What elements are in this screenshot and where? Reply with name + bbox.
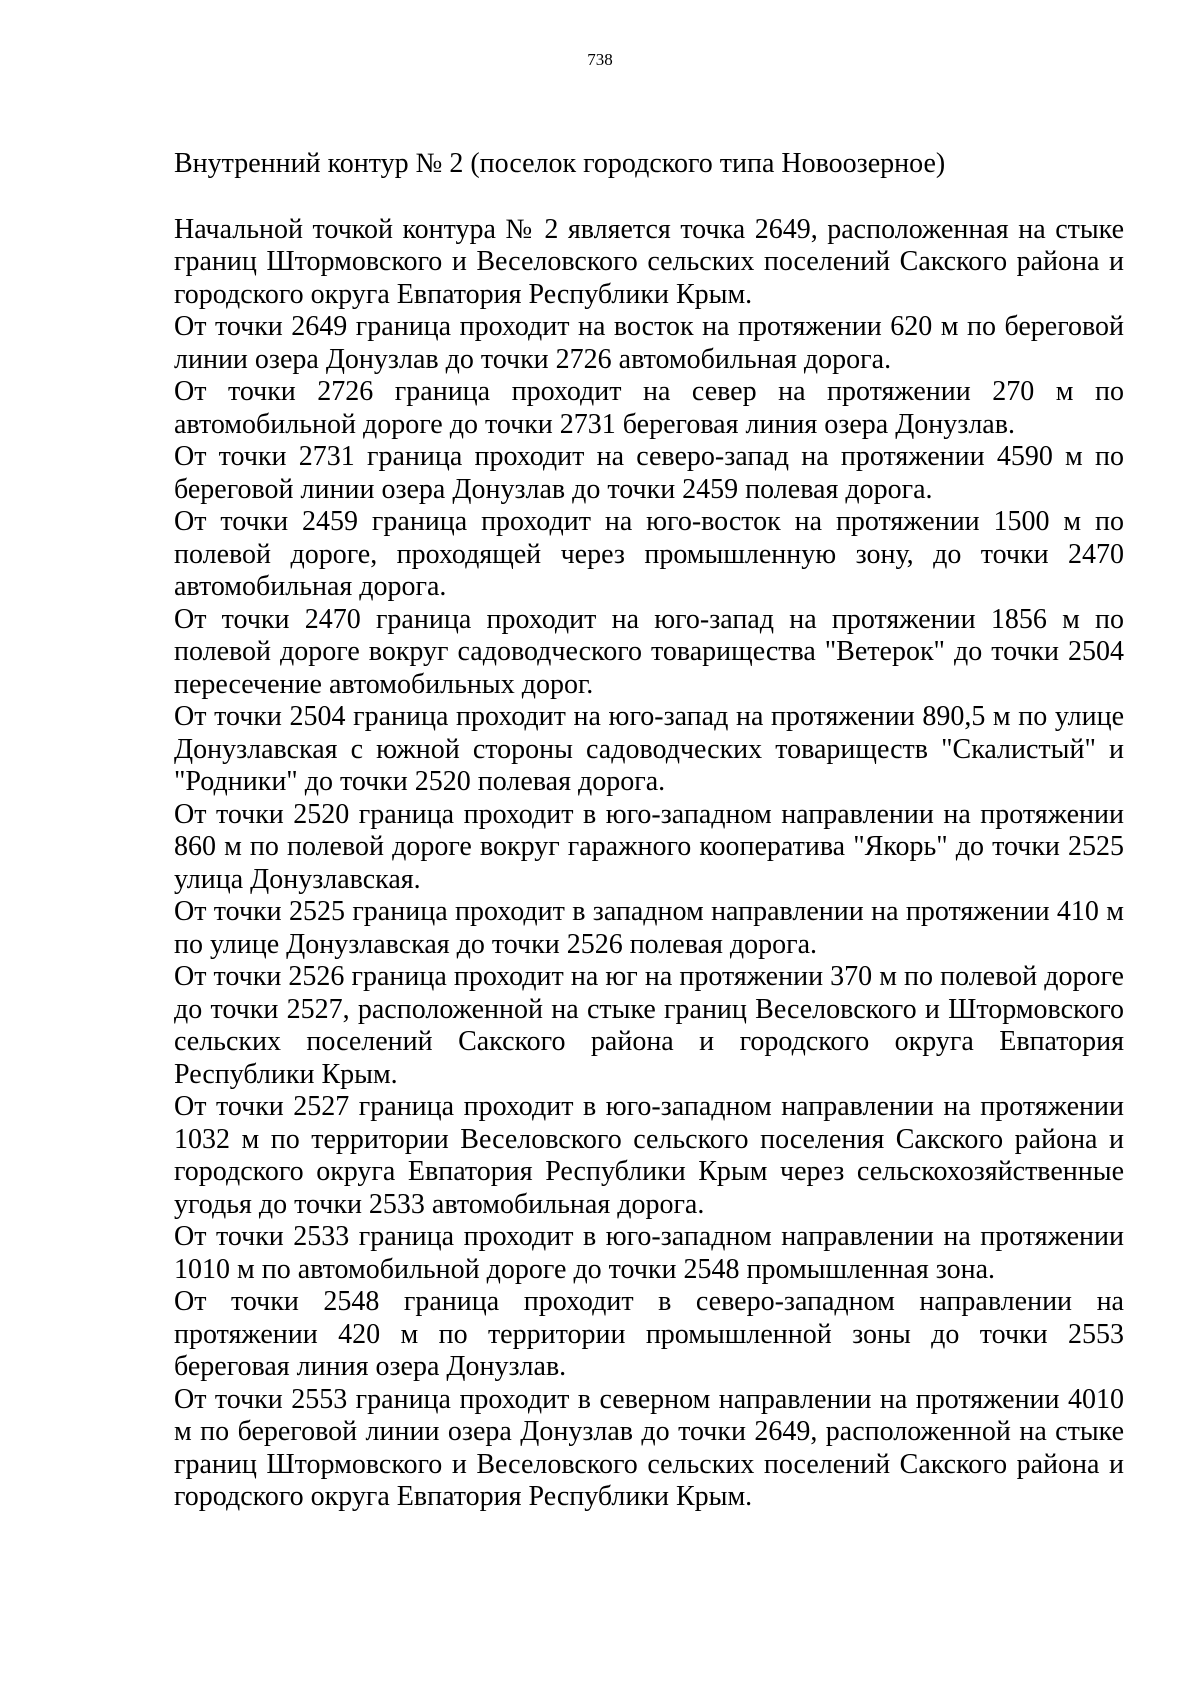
paragraph-segment: От точки 2520 граница проходит в юго-западном направлении на протяжении 860 м по полевой дороге вокруг гаражного кооператива "Якорь" до точки 2525 улица Донузлавская. xyxy=(174,798,1124,895)
document-body xyxy=(174,148,1124,1514)
page-number: 738 xyxy=(587,50,613,69)
paragraph-segment: От точки 2527 граница проходит в юго-западном направлении на протяжении 1032 м по территории Веселовского сельского поселения Сакского района и городского округа Евпатория Республики Крым через сельскохозяйственные угодья до точки 2533 автомобильная дорога. xyxy=(174,1091,1124,1220)
paragraph-end-point: От точки 2553 граница проходит в северном направлении на протяжении 4010 м по береговой линии озера Донузлав до точки 2649, расположенной на стыке границ Штормовского и Веселовского сельских поселений Сакского района и городского округа Евпатория Республики Крым. xyxy=(174,1383,1124,1512)
paragraph-segment: От точки 2470 граница проходит на юго-запад на протяжении 1856 м по полевой дороге вокруг садоводческого товарищества "Ветерок" до точки 2504 пересечение автомобильных дорог. xyxy=(174,603,1124,700)
paragraph-segment: От точки 2526 граница проходит на юг на протяжении 370 м по полевой дороге до точки 2527, расположенной на стыке границ Веселовского и Штормовского сельских поселений Сакского района и городского округа Евпатория Республики Крым. xyxy=(174,961,1124,1090)
paragraph-start-point: Начальной точкой контура № 2 является точка 2649, расположенная на стыке границ Штормовского и Веселовского сельских поселений Сакского района и городского округа Евпатория Республики Крым. xyxy=(174,213,1124,310)
paragraph-segment: От точки 2533 граница проходит в юго-западном направлении на протяжении 1010 м по автомобильной дороге до точки 2548 промышленная зона. xyxy=(174,1221,1124,1285)
paragraph-segment: От точки 2726 граница проходит на север на протяжении 270 м по автомобильной дороге до точки 2731 береговая линия озера Донузлав. xyxy=(174,376,1124,440)
paragraph-segment: От точки 2504 граница проходит на юго-запад на протяжении 890,5 м по улице Донузлавская с южной стороны садоводческих товариществ "Скалистый" и "Родники" до точки 2520 полевая дорога. xyxy=(174,701,1124,797)
paragraph-segment: От точки 2459 граница проходит на юго-восток на протяжении 1500 м по полевой дороге, проходящей через промышленную зону, до точки 2470 автомобильная дорога. xyxy=(174,506,1124,602)
paragraph-segment: От точки 2525 граница проходит в западном направлении на протяжении 410 м по улице Донузлавская до точки 2526 полевая дорога. xyxy=(174,896,1124,960)
paragraph-segment: От точки 2731 граница проходит на северо-запад на протяжении 4590 м по береговой линии озера Донузлав до точки 2459 полевая дорога. xyxy=(174,441,1124,505)
paragraph-segment: От точки 2649 граница проходит на восток на протяжении 620 м по береговой линии озера Донузлав до точки 2726 автомобильная дорога. xyxy=(174,311,1124,375)
section-heading: Внутренний контур № 2 (поселок городского типа Новоозерное) xyxy=(174,148,946,179)
paragraph-segment: От точки 2548 граница проходит в северо-западном направлении на протяжении 420 м по территории промышленной зоны до точки 2553 береговая линия озера Донузлав. xyxy=(174,1286,1124,1382)
